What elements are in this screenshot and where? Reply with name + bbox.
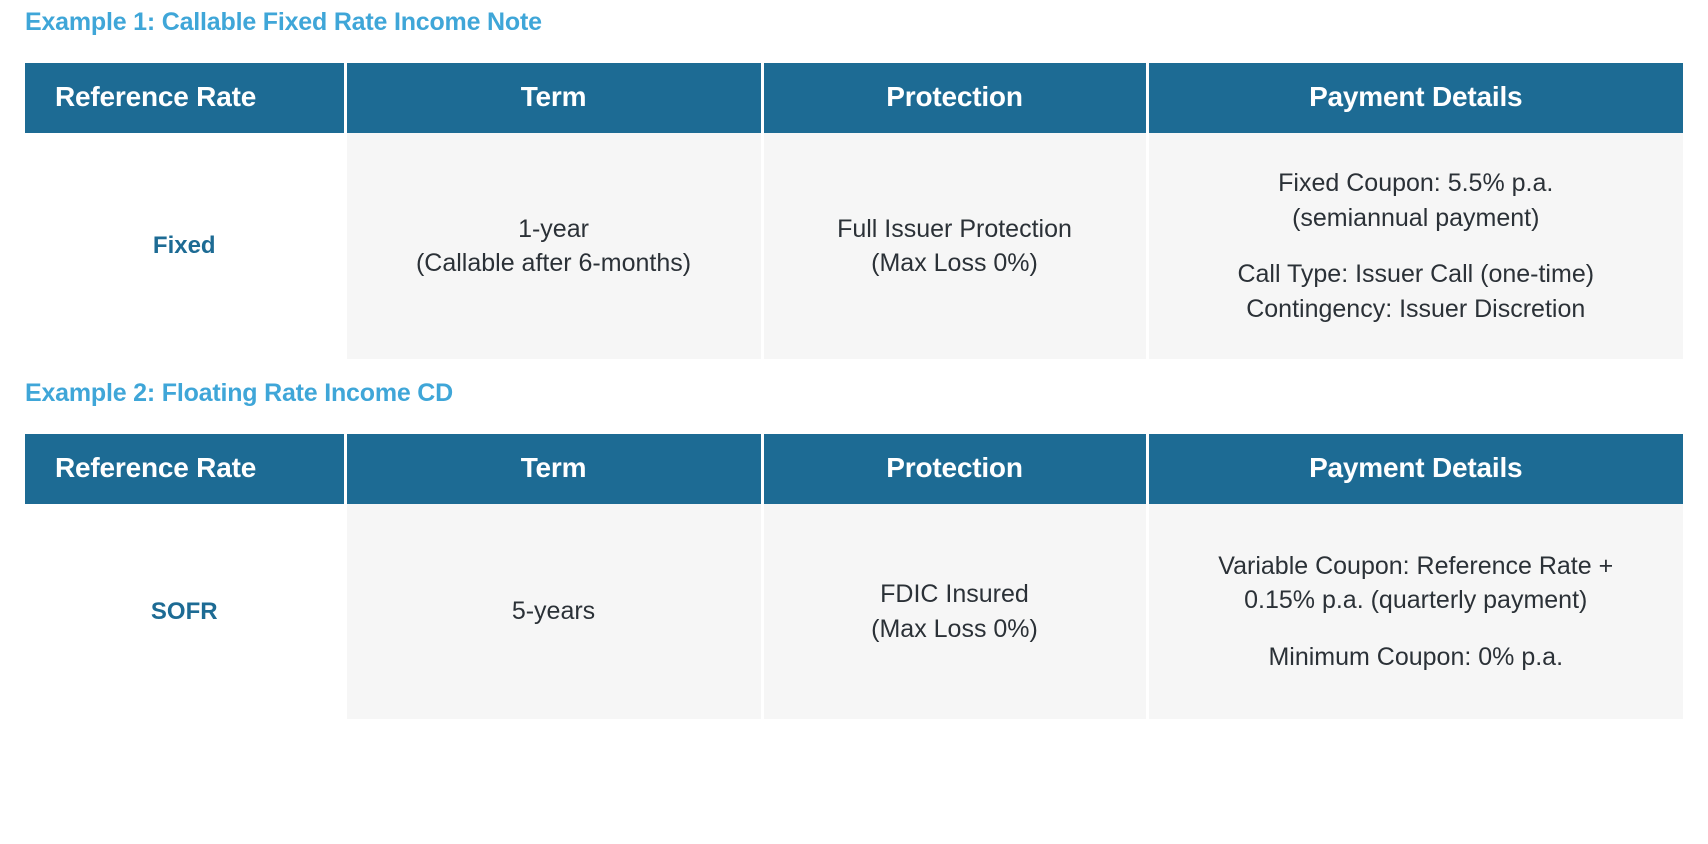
column-header-reference-rate: Reference Rate [25, 63, 345, 133]
cell-protection [762, 133, 1147, 359]
cell-term [345, 504, 762, 719]
details-line-4: Contingency: Issuer Discretion [1246, 294, 1586, 323]
term-line-1: 5-years [511, 597, 596, 626]
cell-protection [762, 504, 1147, 719]
details-line-1: Fixed Coupon: 5.5% p.a. [1278, 169, 1554, 197]
column-header-protection: Protection [762, 434, 1147, 504]
column-header-payment-details: Payment Details [1147, 434, 1683, 504]
cell-reference-rate: Fixed [25, 133, 345, 359]
protection-line-1: Full Issuer Protection [837, 214, 1072, 243]
table-row [25, 504, 1683, 719]
protection-line-2: (Max Loss 0%) [871, 614, 1038, 643]
table-row [25, 133, 1683, 359]
section-title-example-1: Example 1: Callable Fixed Rate Income Note [25, 8, 542, 36]
term-line-1: 1-year [518, 214, 589, 243]
column-header-term: Term [345, 63, 762, 133]
details-line-2: 0.15% p.a. (quarterly payment) [1244, 586, 1588, 615]
protection-line-1: FDIC Insured [880, 580, 1029, 608]
column-header-payment-details: Payment Details [1147, 63, 1683, 133]
term-line-2: (Callable after 6-months) [415, 249, 692, 277]
details-spacer [1163, 618, 1670, 640]
table-header-row [25, 63, 1683, 133]
cell-payment-details [1147, 504, 1683, 719]
column-header-protection: Protection [762, 63, 1147, 133]
details-spacer [1163, 235, 1670, 257]
column-header-reference-rate: Reference Rate [25, 434, 345, 504]
column-header-term: Term [345, 434, 762, 504]
details-line-1: Variable Coupon: Reference Rate + [1218, 551, 1614, 580]
details-line-2: (semiannual payment) [1292, 203, 1540, 232]
table-header-row [25, 434, 1683, 504]
details-line-3: Call Type: Issuer Call (one-time) [1237, 260, 1595, 288]
section-title-example-2: Example 2: Floating Rate Income CD [25, 379, 454, 407]
cell-reference-rate: SOFR [25, 504, 345, 719]
protection-line-2: (Max Loss 0%) [871, 249, 1038, 277]
cell-payment-details [1147, 133, 1683, 359]
cell-term [345, 133, 762, 359]
example-2-table [25, 434, 1683, 719]
example-1-table [25, 63, 1683, 359]
details-line-3: Minimum Coupon: 0% p.a. [1268, 642, 1564, 671]
